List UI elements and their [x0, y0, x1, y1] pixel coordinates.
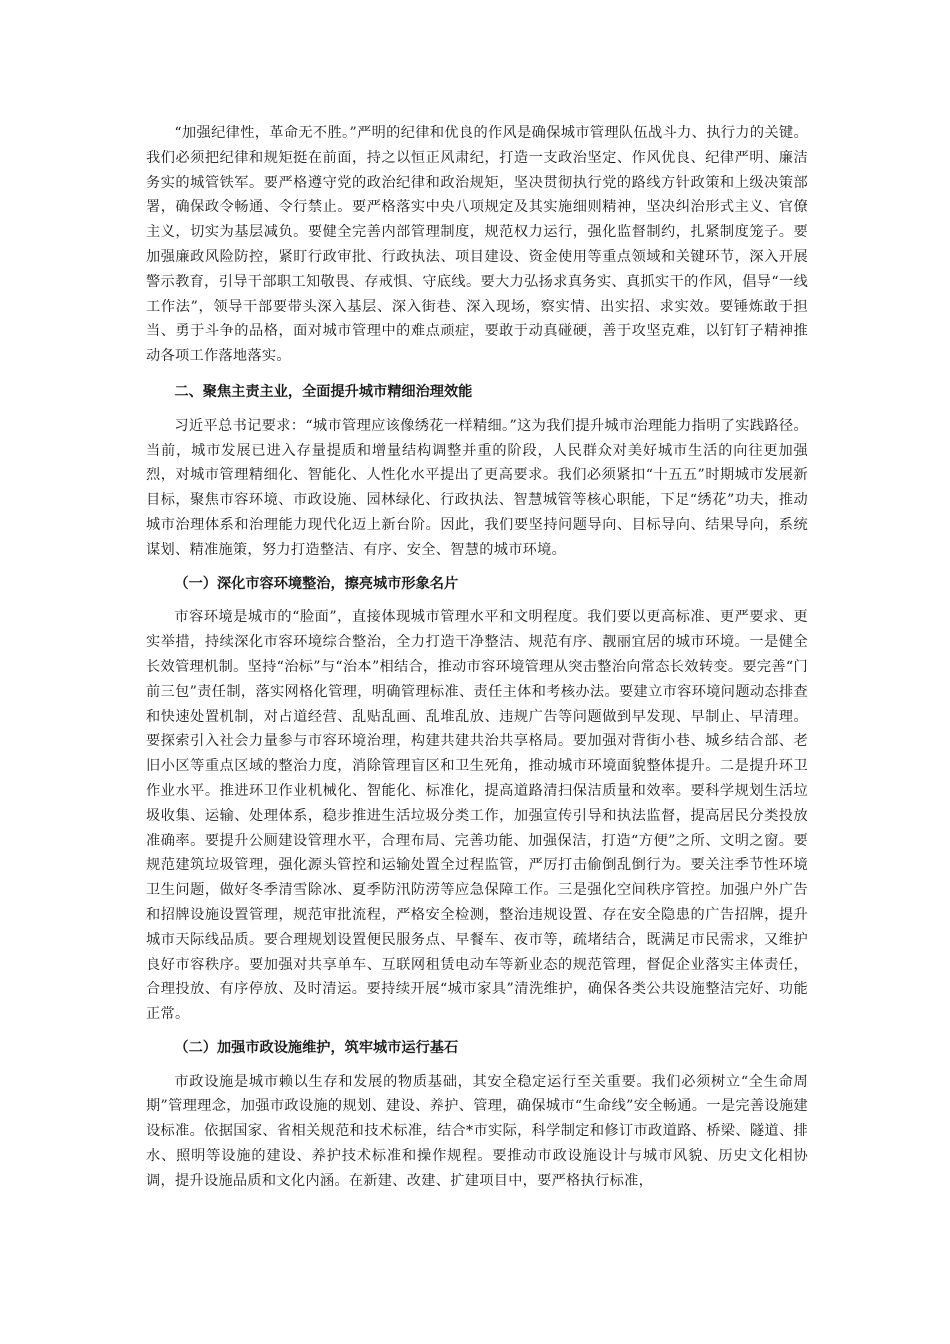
document-body: [146, 121, 808, 1194]
subsection-one-paragraph: 市容环境是城市的“脸面”，直接体现城市管理水平和文明程度。我们要以更高标准、更严要求、更实举措，持续深化市容环境综合整治，全力打造干净整洁、规范有序、靓丽宜居的城市环境。一是健全长效管理机制。坚持“治标”与“治本”相结合，推动市容环境管理从突击整治向常态长效转变。要完善“门前三包”责任制，落实网格化管理，明确管理标准、责任主体和考核办法。要建立市容环境问题动态排查和快速处置机制，对占道经营、乱贴乱画、乱堆乱放、违规广告等问题做到早发现、早制止、早清理。要探索引入社会力量参与市容环境治理，构建共建共治共享格局。要加强对背街小巷、城乡结合部、老旧小区等重点区域的整治力度，消除管理盲区和卫生死角，推动城市环境面貌整体提升。二是提升环卫作业水平。推进环卫作业机械化、智能化、标准化，提高道路清扫保洁质量和效率。要科学规划生活垃圾收集、运输、处理体系，稳步推进生活垃圾分类工作，加强宣传引导和执法监督，提高居民分类投放准确率。要提升公厕建设管理水平，合理布局、完善功能、加强保洁，打造“方便”之所、文明之窗。要规范建筑垃圾管理，强化源头管控和运输处置全过程监管，严厉打击偷倒乱倒行为。要关注季节性环境卫生问题，做好冬季清雪除冰、夏季防汛防涝等应急保障工作。三是强化空间秩序管控。加强户外广告和招牌设施设置管理，规范审批流程，严格安全检测，整治违规设置、存在安全隐患的广告招牌，提升城市天际线品质。要合理规划设置便民服务点、早餐车、夜市等，疏堵结合，既满足市民需求，又维护良好市容秩序。要加强对共享单车、互联网租赁电动车等新业态的规范管理，督促企业落实主体责任，合理投放、有序停放、及时清运。要持续开展“城市家具”清洗维护，确保各类公共设施整洁完好、功能正常。: [146, 609, 808, 1023]
section-two-heading: 二、聚焦主责主业，全面提升城市精细治理效能: [174, 383, 473, 400]
subsection-two-paragraph: 市政设施是城市赖以生存和发展的物质基础，其安全稳定运行至关重要。我们必须树立“全生命周期”管理理念，加强市政设施的规划、建设、养护、管理，确保城市“生命线”安全畅通。一是完善设施建设标准。依据国家、省相关规范和技术标准，结合*市实际，科学制定和修订市政道路、桥梁、隧道、排水、照明等设施的建设、养护技术标准和操作规程。要推动市政设施设计与城市风貌、历史文化相协调，提升设施品质和文化内涵。在新建、改建、扩建项目中，要严格执行标准，: [146, 1073, 808, 1189]
subsection-one-heading: （一）深化市容环境整治，擦亮城市形象名片: [174, 575, 459, 592]
subsection-two-heading: （二）加强市政设施维护，筑牢城市运行基石: [174, 1039, 459, 1056]
section-two-intro-paragraph: 习近平总书记要求：“城市管理应该像绣花一样精细。”这为我们提升城市治理能力指明了实践路径。当前，城市发展已进入存量提质和增量结构调整并重的阶段，人民群众对美好城市生活的向往更加强烈，对城市管理精细化、智能化、人性化水平提出了更高要求。我们必须紧扣“十五五”时期城市发展新目标，聚焦市容环境、市政设施、园林绿化、行政执法、智慧城管等核心职能，下足“绣花”功夫，推动城市治理体系和治理能力现代化迈上新台阶。因此，我们要坚持问题导向、目标导向、结果导向，系统谋划、精准施策，努力打造整洁、有序、安全、智慧的城市环境。: [146, 417, 808, 558]
discipline-paragraph: “加强纪律性，革命无不胜。”严明的纪律和优良的作风是确保城市管理队伍战斗力、执行力的关键。我们必须把纪律和规矩挺在前面，持之以恒正风肃纪，打造一支政治坚定、作风优良、纪律严明、廉洁务实的城管铁军。要严格遵守党的政治纪律和政治规矩，坚决贯彻执行党的路线方针政策和上级决策部署，确保政令畅通、令行禁止。要严格落实中央八项规定及其实施细则精神，坚决纠治形式主义、官僚主义，切实为基层减负。要健全完善内部管理制度，规范权力运行，强化监督制约，扎紧制度笼子。要加强廉政风险防控，紧盯行政审批、行政执法、项目建设、资金使用等重点领域和关键环节，深入开展警示教育，引导干部职工知敬畏、存戒惧、守底线。要大力弘扬求真务实、真抓实干的作风，倡导“一线工作法”，领导干部要带头深入基层、深入街巷、深入现场，察实情、出实招、求实效。要锤炼敢于担当、勇于斗争的品格，面对城市管理中的难点顽症，要敢于动真碰硬，善于攻坚克难，以钉钉子精神推动各项工作落地落实。: [146, 125, 808, 365]
